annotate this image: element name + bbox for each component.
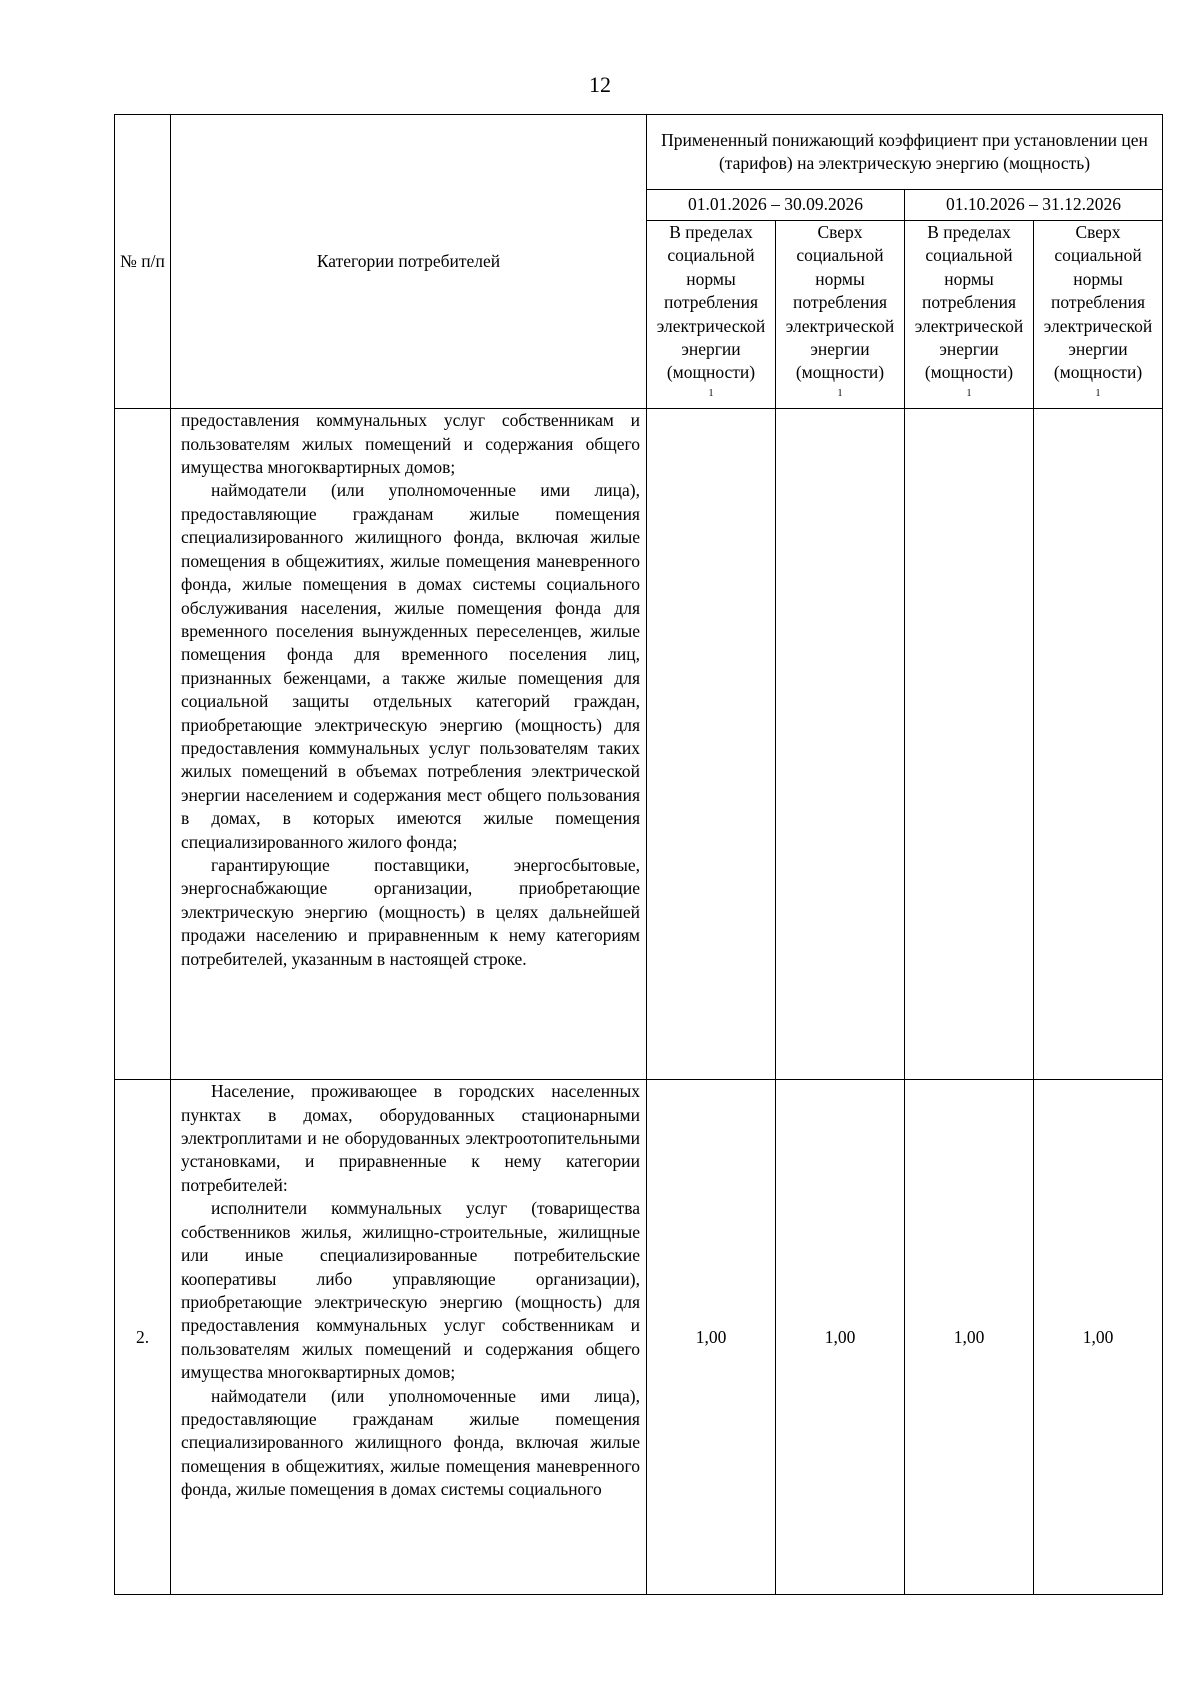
row-number: 2.: [115, 1080, 171, 1595]
footnote-mark: 1: [966, 387, 972, 399]
header-subcol-within-norm-1: [647, 221, 776, 409]
category-paragraph: предоставления коммунальных услуг собственникам и пользователям жилых помещений и содержания общего имущества многоквартирных домов;: [181, 410, 640, 478]
header-period-2: 01.10.2026 – 31.12.2026: [905, 190, 1163, 221]
table-row: [115, 409, 1163, 1080]
header-subcol-within-norm-2: [905, 221, 1034, 409]
header-period-1: 01.01.2026 – 30.09.2026: [647, 190, 905, 221]
category-paragraph: наймодатели (или уполномоченные ими лица), предоставляющие гражданам жилые помещения специализированного жилищного фонда, включая жилые помещения в общежитиях, жилые помещения маневренного фонда, жилые помещения в домах системы социального: [181, 1385, 640, 1500]
coefficient-value: 1,00: [776, 1080, 905, 1595]
header-row-1: [115, 115, 1163, 190]
category-cell: [171, 1080, 647, 1595]
category-paragraph: исполнители коммунальных услуг (товарищества собственников жилья, жилищно-строительные, жилищные или иные специализированные потребительские кооперативы либо управляющие организации), приобретающие электрическую энергию (мощность) для предоставления коммунальных услуг собственникам и пользователям жилых помещений и содержания общего имущества многоквартирных домов;: [181, 1198, 640, 1383]
coefficient-value: [776, 409, 905, 1080]
coefficient-value: [1034, 409, 1163, 1080]
row-number: [115, 409, 171, 1080]
header-category: Категории потребителей: [171, 115, 647, 409]
subcol-text: В пределах социальной нормы потребления электрической энергии (мощности): [914, 222, 1024, 383]
footnote-mark: 1: [708, 387, 714, 399]
page-number: 12: [589, 72, 611, 97]
tariff-coefficient-table: [114, 114, 1163, 1595]
coefficient-value: 1,00: [905, 1080, 1034, 1595]
subcol-text: Сверх социальной нормы потребления электрической энергии (мощности): [1043, 222, 1153, 383]
header-coefficient: Примененный понижающий коэффициент при установлении цен (тарифов) на электрическую энергию (мощность): [647, 115, 1163, 190]
subcol-text: Сверх социальной нормы потребления электрической энергии (мощности): [785, 222, 895, 383]
header-subcol-above-norm-1: [776, 221, 905, 409]
coefficient-value: 1,00: [647, 1080, 776, 1595]
header-num: № п/п: [115, 115, 171, 409]
header-subcol-above-norm-2: [1034, 221, 1163, 409]
category-cell: [171, 409, 647, 1080]
subcol-text: В пределах социальной нормы потребления электрической энергии (мощности): [656, 222, 766, 383]
category-paragraph: наймодатели (или уполномоченные ими лица), предоставляющие гражданам жилые помещения специализированного жилищного фонда, включая жилые помещения в общежитиях, жилые помещения маневренного фонда, жилые помещения в домах системы социального обслуживания населения, жилые помещения фонда для временного поселения вынужденных переселенцев, жилые помещения фонда для временного поселения лиц, признанных беженцами, а также жилые помещения для социальной защиты отдельных категорий граждан, приобретающие электрическую энергию (мощность) для предоставления коммунальных услуг пользователям таких жилых помещений в объемах потребления электрической энергии населением и содержания мест общего пользования в домах, в которых имеются жилые помещения специализированного жилого фонда;: [181, 480, 640, 852]
category-paragraph: гарантирующие поставщики, энергосбытовые, энергоснабжающие организации, приобретающие электрическую энергию (мощность) в целях дальнейшей продажи населению и приравненным к нему категориям потребителей, указанным в настоящей строке.: [181, 854, 640, 969]
footnote-mark: 1: [1095, 387, 1101, 399]
coefficient-value: [905, 409, 1034, 1080]
coefficient-value: [647, 409, 776, 1080]
table-row: [115, 1080, 1163, 1595]
footnote-mark: 1: [837, 387, 843, 399]
category-paragraph: Население, проживающее в городских населенных пунктах в домах, оборудованных стационарными электроплитами и не оборудованных электроотопительными установками, и приравненные к нему категории потребителей:: [181, 1081, 640, 1195]
coefficient-value: 1,00: [1034, 1080, 1163, 1595]
